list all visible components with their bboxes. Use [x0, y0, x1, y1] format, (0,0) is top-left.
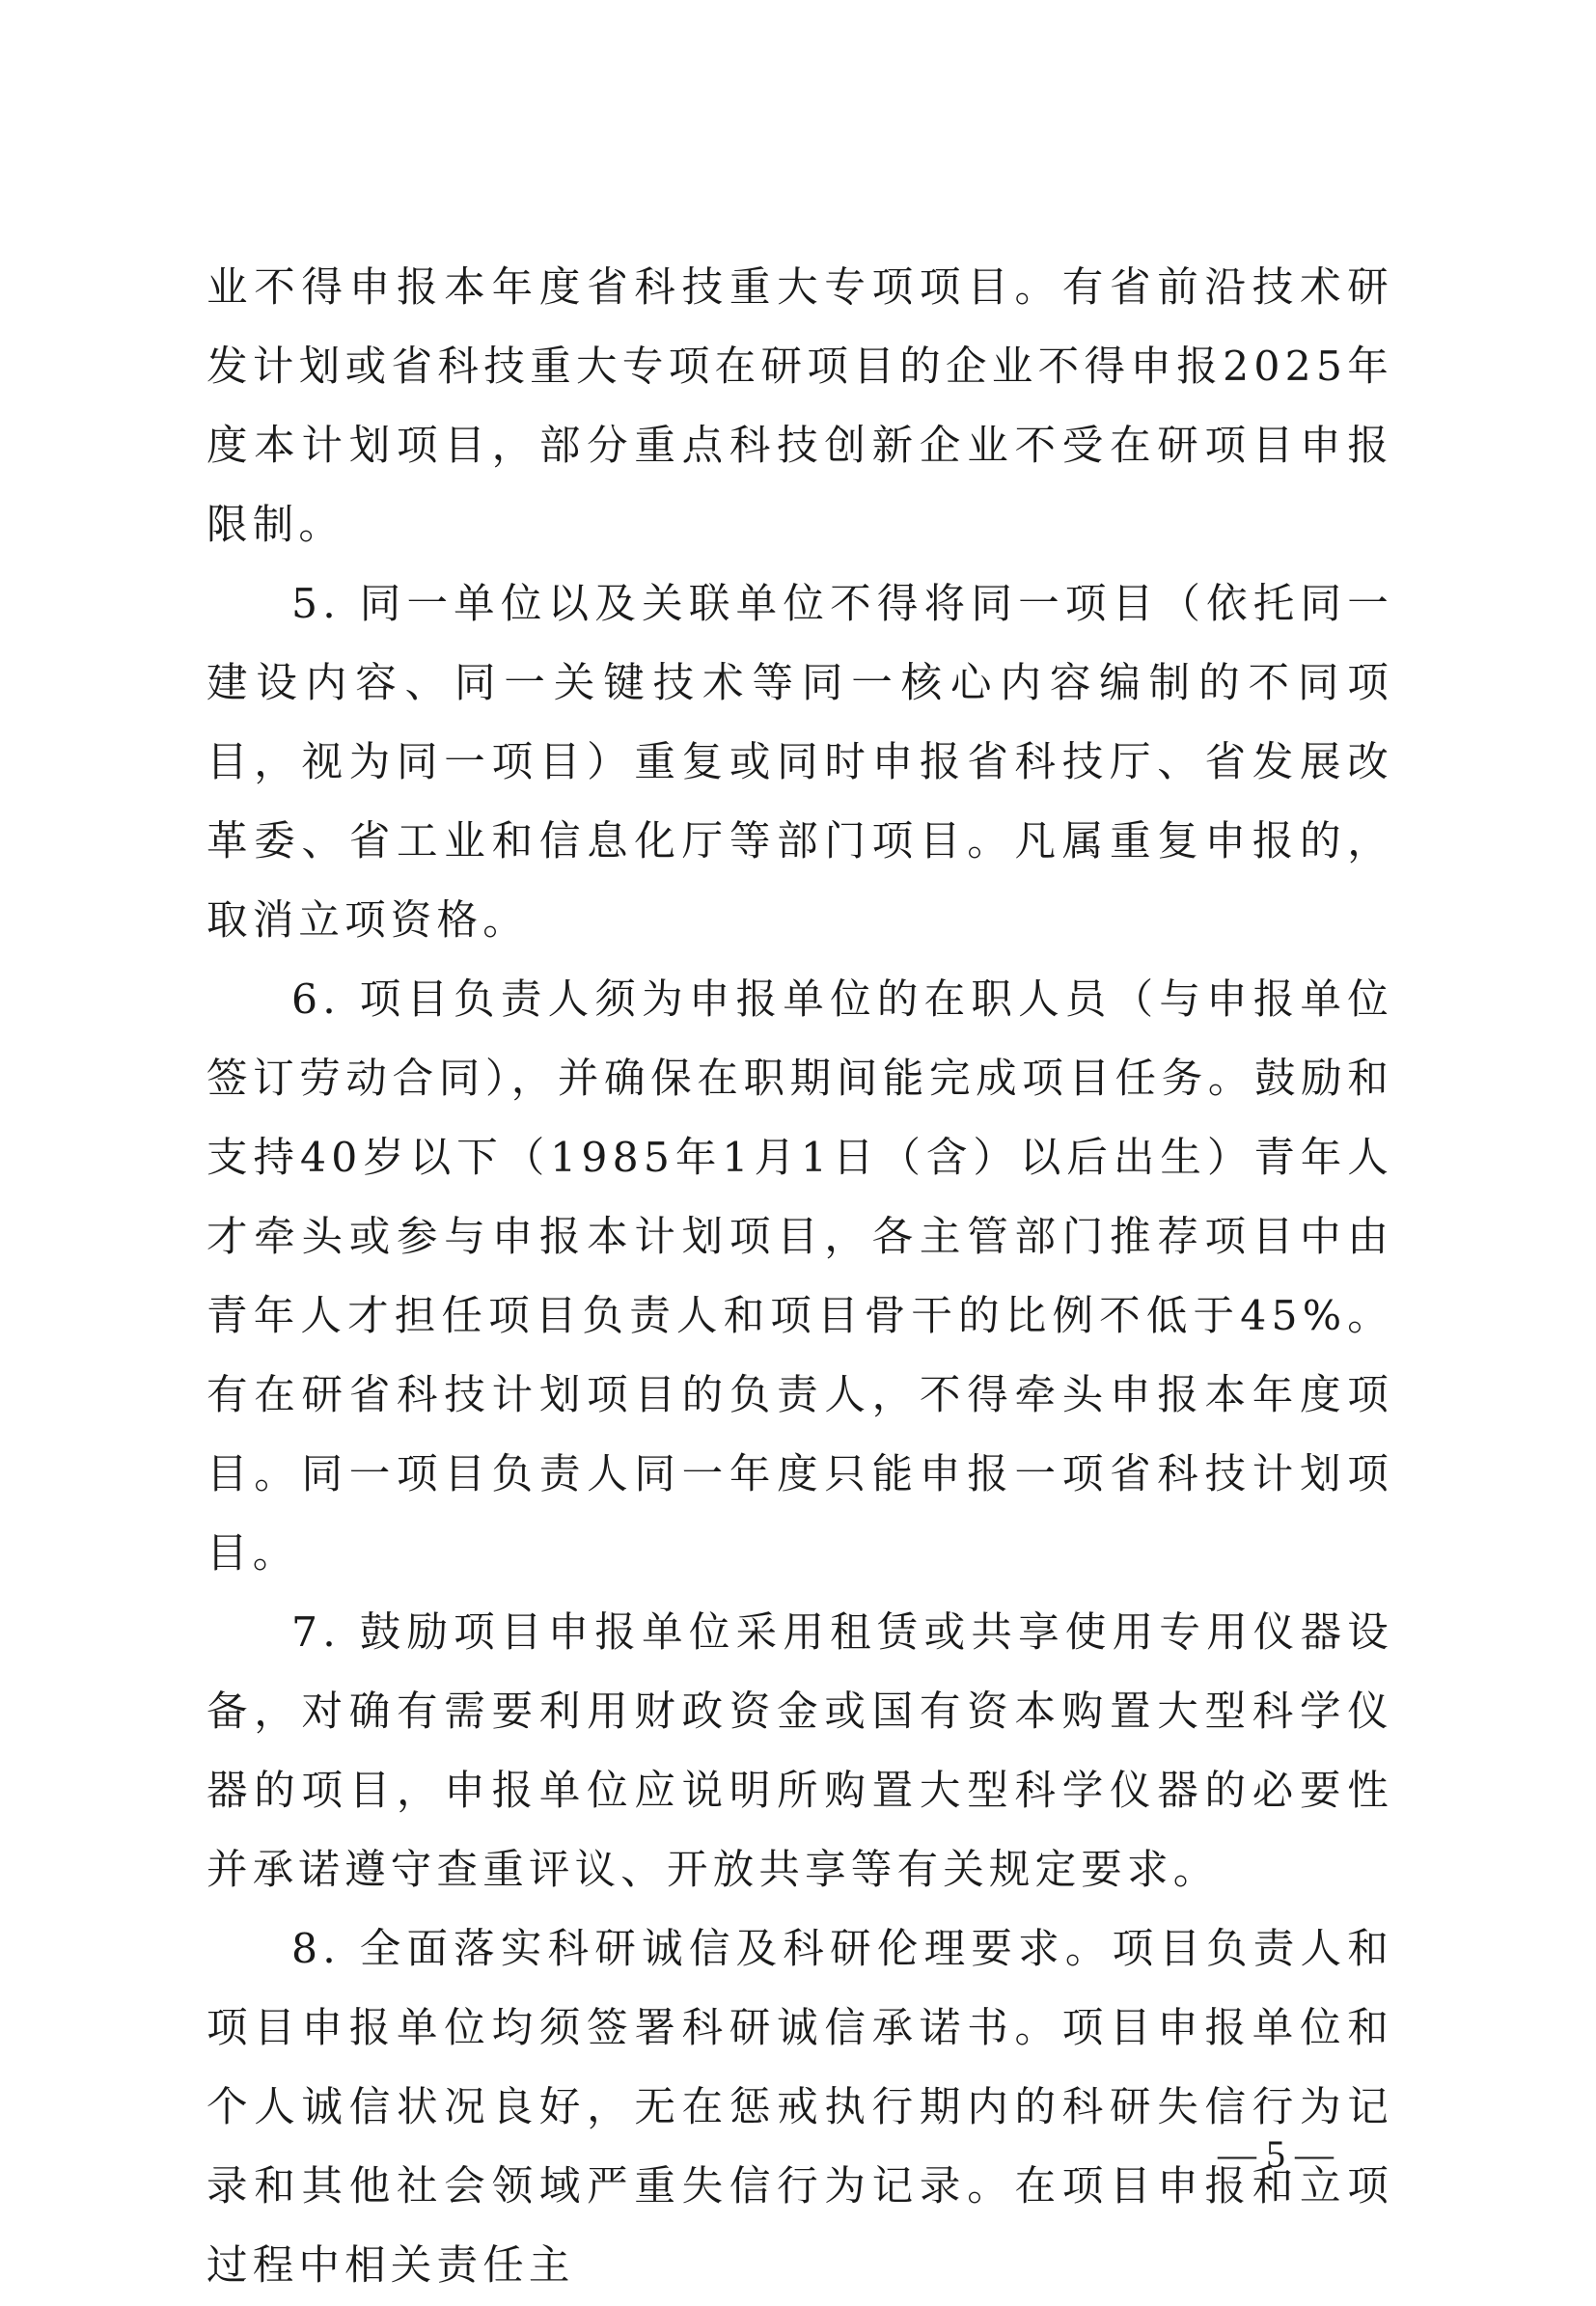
paragraph-continued: 业不得申报本年度省科技重大专项项目。有省前沿技术研发计划或省科技重大专项在研项目的企业不得申报2025年度本计划项目，部分重点科技创新企业不受在研项目申报限制。	[206, 264, 1393, 549]
paragraph-item-6: 6. 项目负责人须为申报单位的在职人员（与申报单位签订劳动合同），并确保在职期间能完成项目任务。鼓励和支持40岁以下（1985年1月1日（含）以后出生）青年人才牵头或参与申报本计划项目，各主管部门推荐项目中由青年人才担任项目负责人和项目骨干的比例不低于45%。有在研省科技计划项目的负责人，不得牵头申报本年度项目。同一项目负责人同一年度只能申报一项省科技计划项目。	[206, 976, 1393, 1578]
page-number: — 5 —	[1218, 2132, 1334, 2176]
paragraph-item-8: 8. 全面落实科研诚信及科研伦理要求。项目负责人和项目申报单位均须签署科研诚信承诺书。项目申报单位和个人诚信状况良好，无在惩戒执行期内的科研失信行为记录和其他社会领域严重失信行为记录。在项目申报和立项过程中相关责任主	[206, 1926, 1393, 2290]
document-body	[206, 249, 1393, 2306]
page-number-footer	[0, 2130, 1596, 2179]
paragraph-item-5: 5. 同一单位以及关联单位不得将同一项目（依托同一建设内容、同一关键技术等同一核心内容编制的不同项目，视为同一项目）重复或同时申报省科技厅、省发展改革委、省工业和信息化厅等部门项目。凡属重复申报的，取消立项资格。	[206, 581, 1393, 945]
paragraph-item-7: 7. 鼓励项目申报单位采用租赁或共享使用专用仪器设备，对确有需要利用财政资金或国有资本购置大型科学仪器的项目，申报单位应说明所购置大型科学仪器的必要性并承诺遵守查重评议、开放共享等有关规定要求。	[206, 1609, 1393, 1894]
